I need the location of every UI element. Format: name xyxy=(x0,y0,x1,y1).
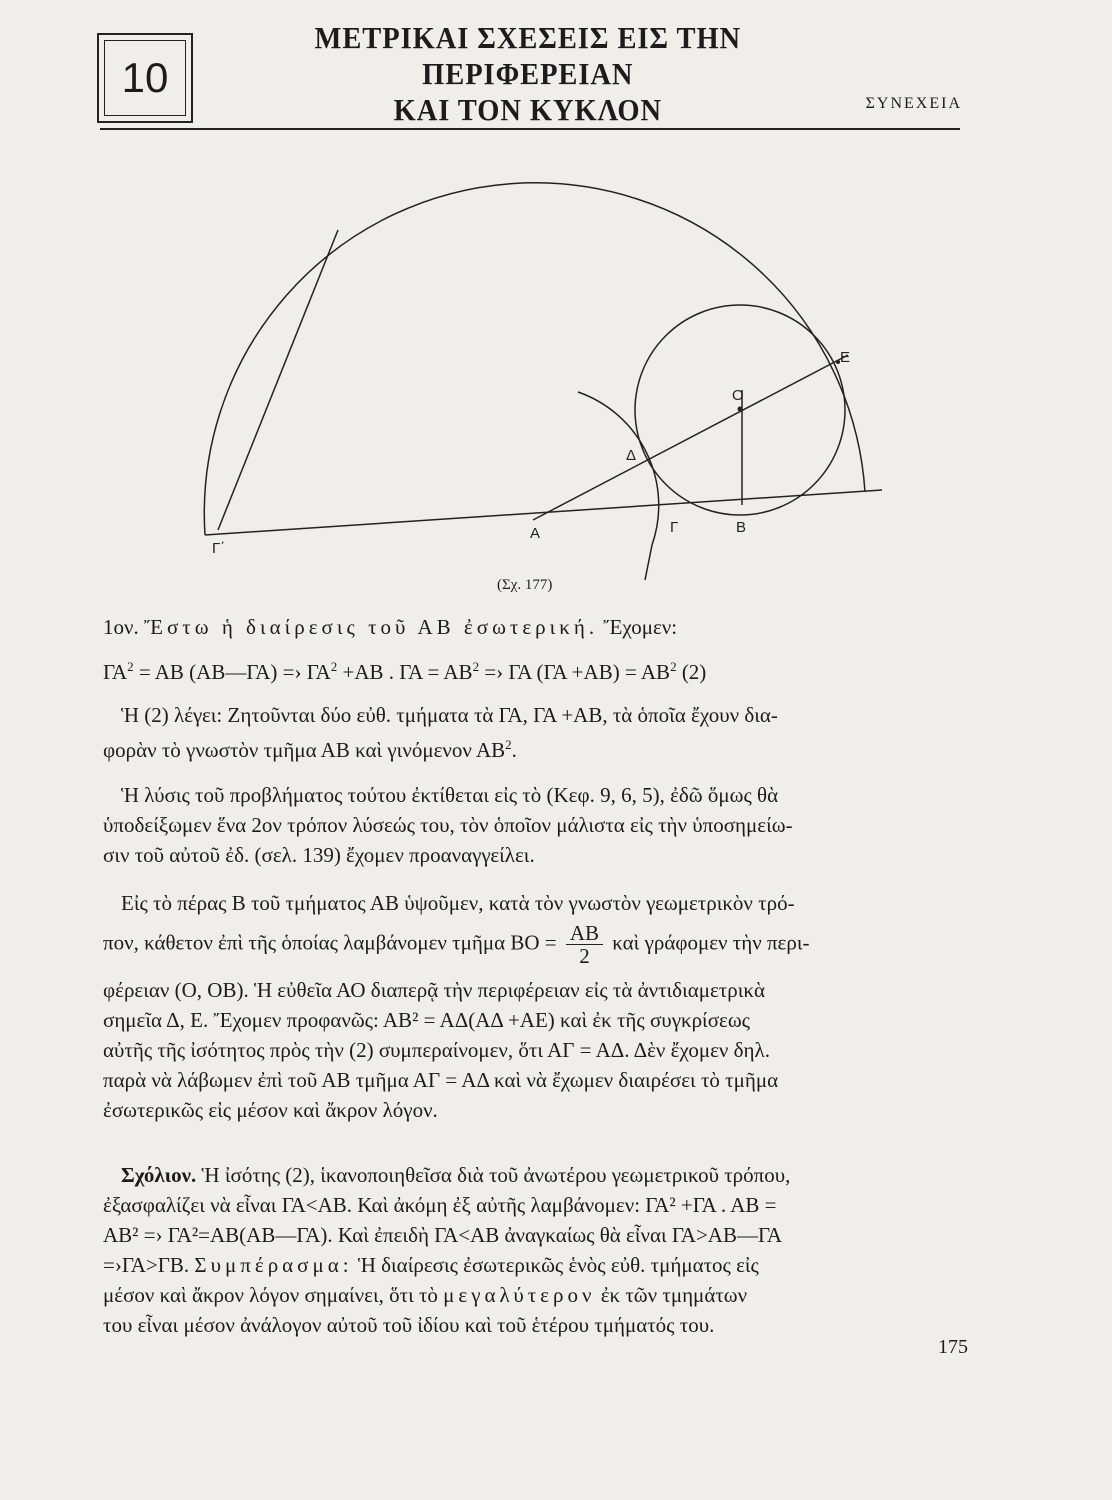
base-line xyxy=(205,490,882,535)
large-semicircle xyxy=(204,183,865,535)
eq-part: +ΑΒ . ΓΑ = ΑΒ xyxy=(337,660,473,684)
figure-caption: (Σχ. 177) xyxy=(497,577,553,593)
label-g: Γ xyxy=(670,519,679,536)
paragraph-line: ἐκ τῶν τμημάτων xyxy=(600,1283,748,1307)
chapter-title xyxy=(215,20,841,128)
eq-part: (2) xyxy=(676,660,707,684)
paragraph-line: σιν τοῦ αὐτοῦ ἐδ. (σελ. 139) ἔχομεν προαναγγείλει. xyxy=(103,843,535,867)
paragraph-1 xyxy=(103,700,973,765)
eq-sup: 2 xyxy=(127,659,134,674)
tangent-line xyxy=(218,230,338,530)
paragraph-line: Ἡ λύσις τοῦ προβλήματος τούτου ἐκτίθεται εἰς τὸ (Κεφ. 9, 6, 5), ἐδῶ ὅμως θὰ xyxy=(121,783,779,807)
paragraph-line: μέσον καὶ ἄκρον λόγον σημαίνει, ὅτι τὸ xyxy=(103,1283,438,1307)
paragraph-line: ὑποδείξωμεν ἕνα 2ον τρόπον λύσεώς του, τὸν ὁποῖον μάλιστα εἰς τὴν ὑποσημείω- xyxy=(103,813,793,837)
eq-sup: 2 xyxy=(670,659,677,674)
point-o xyxy=(738,407,743,412)
scholion-label: Σχόλιον. xyxy=(121,1163,197,1187)
paragraph-line: του εἶναι μέσον ἀνάλογον αὐτοῦ τοῦ ἰδίου καὶ τοῦ ἑτέρου τμήματός του. xyxy=(103,1313,715,1337)
scholion xyxy=(103,1160,973,1340)
spaced-word: μεγαλύτερον xyxy=(443,1283,596,1307)
chapter-number-box xyxy=(97,33,193,123)
fraction-ab-2 xyxy=(566,922,603,967)
case1-spaced: Ἔστω ἡ διαίρεσις τοῦ ΑΒ ἐσωτερική. xyxy=(144,615,599,639)
paragraph-line: Εἰς τὸ πέρας Β τοῦ τμήματος ΑΒ ὑψοῦμεν, κατὰ τὸν γνωστὸν γεωμετρικὸν τρό- xyxy=(121,891,795,915)
header-rule xyxy=(100,128,960,130)
spaced-word: Συμπέρασμα: xyxy=(194,1253,353,1277)
paragraph-2 xyxy=(103,780,973,870)
paragraph-line: ΑΒ² =› ΓΑ²=ΑΒ(ΑΒ—ΓΑ). Καὶ ἐπειδὴ ΓΑ<ΑΒ ἀναγκαίως θὰ εἶναι ΓΑ>ΑΒ—ΓΑ xyxy=(103,1223,783,1247)
paragraph-line: Ἡ διαίρεσις ἐσωτερικῶς ἑνὸς εὐθ. τμήματος εἰς xyxy=(357,1253,759,1277)
eq-sup: 2 xyxy=(330,659,338,674)
paragraph-line: Ἡ ἰσότης (2), ἱκανοποιηθεῖσα διὰ τοῦ ἀνωτέρου γεωμετρικοῦ τρόπου, xyxy=(201,1163,791,1187)
eq-part: =› ΓΑ (ΓΑ +ΑΒ) = ΑΒ xyxy=(479,660,671,684)
paragraph-line: ἐξασφαλίζει νὰ εἶναι ΓΑ<ΑΒ. Καὶ ἀκόμη ἐξ αὐτῆς λαμβάνομεν: ΓΑ² +ΓΑ . ΑΒ = xyxy=(103,1193,777,1217)
paragraph-line: σημεῖα Δ, Ε. Ἔχομεν προφανῶς: ΑΒ² = ΑΔ(ΑΔ +ΑΕ) καὶ ἐκ τῆς συγκρίσεως xyxy=(103,1008,750,1032)
chapter-title-line1: ΜΕΤΡΙΚΑΙ ΣΧΕΣΕΙΣ ΕΙΣ ΤΗΝ ΠΕΡΙΦΕΡΕΙΑΝ xyxy=(314,20,742,91)
paragraph-line: καὶ γράφομεν τὴν περι- xyxy=(612,930,810,955)
label-g-prime: Γ΄ xyxy=(212,540,226,557)
paragraph-line: =›ΓΑ>ΓΒ. xyxy=(103,1253,190,1277)
paragraph-line: φορὰν τὸ γνωστὸν τμῆμα ΑΒ καὶ γινόμενον ΑΒ xyxy=(103,738,506,762)
label-d: Δ xyxy=(626,447,637,464)
continuation-label: ΣΥΝΕΧΕΙΑ xyxy=(865,95,962,112)
chapter-title-line2: ΚΑΙ ΤΟΝ ΚΥΚΛΟΝ xyxy=(393,92,662,127)
label-e: Ε xyxy=(840,349,851,366)
eq-sup: 2 xyxy=(505,737,512,752)
case1-tail: Ἔχομεν: xyxy=(603,615,678,639)
label-b: Β xyxy=(736,519,747,536)
page-number: 175 xyxy=(938,1336,968,1358)
fraction-denominator: 2 xyxy=(579,944,590,968)
paragraph-line: ἐσωτερικῶς εἰς μέσον καὶ ἄκρον λόγον. xyxy=(103,1098,438,1122)
fraction-numerator: ΑΒ xyxy=(566,922,603,945)
case1-line xyxy=(103,612,973,642)
eq-part: ΓΑ xyxy=(103,660,128,684)
arc-extension xyxy=(645,545,652,580)
label-o: Ο xyxy=(732,387,744,404)
paragraph-3 xyxy=(103,888,973,1125)
equation-2 xyxy=(103,652,973,687)
paragraph-line: . xyxy=(511,738,517,762)
eq-part: = ΑΒ (ΑΒ—ΓΑ) =› ΓΑ xyxy=(133,660,331,684)
paragraph-line: φέρειαν (Ο, ΟΒ). Ἡ εὐθεῖα ΑΟ διαπερᾷ τὴν περιφέρειαν εἰς τὰ ἀντιδιαμετρικὰ xyxy=(103,978,765,1002)
chapter-number: 10 xyxy=(121,54,169,101)
paragraph-line: παρὰ νὰ λάβωμεν ἐπὶ τοῦ ΑΒ τμῆμα ΑΓ = ΑΔ καὶ νὰ ἔχωμεν διαιρέσει τὸ τμῆμα xyxy=(103,1068,779,1092)
paragraph-line: Ἡ (2) λέγει: Ζητοῦνται δύο εὐθ. τμήματα τὰ ΓΑ, ΓΑ +ΑΒ, τὰ ὁποῖα ἔχουν δια- xyxy=(121,703,778,727)
label-a: Α xyxy=(530,525,541,542)
case1-label: 1ον. xyxy=(103,615,139,639)
paragraph-line: πον, κάθετον ἐπὶ τῆς ὁποίας λαμβάνομεν τμῆμα ΒΟ = xyxy=(103,930,557,955)
eq-sup: 2 xyxy=(472,659,480,674)
arc-ad-g xyxy=(578,392,659,545)
geometry-figure xyxy=(190,180,910,620)
paragraph-line: αὐτῆς τῆς ἰσότητος πρὸς τὴν (2) συμπεραίνομεν, ὅτι ΑΓ = ΑΔ. Δὲν ἔχομεν δηλ. xyxy=(103,1038,770,1062)
